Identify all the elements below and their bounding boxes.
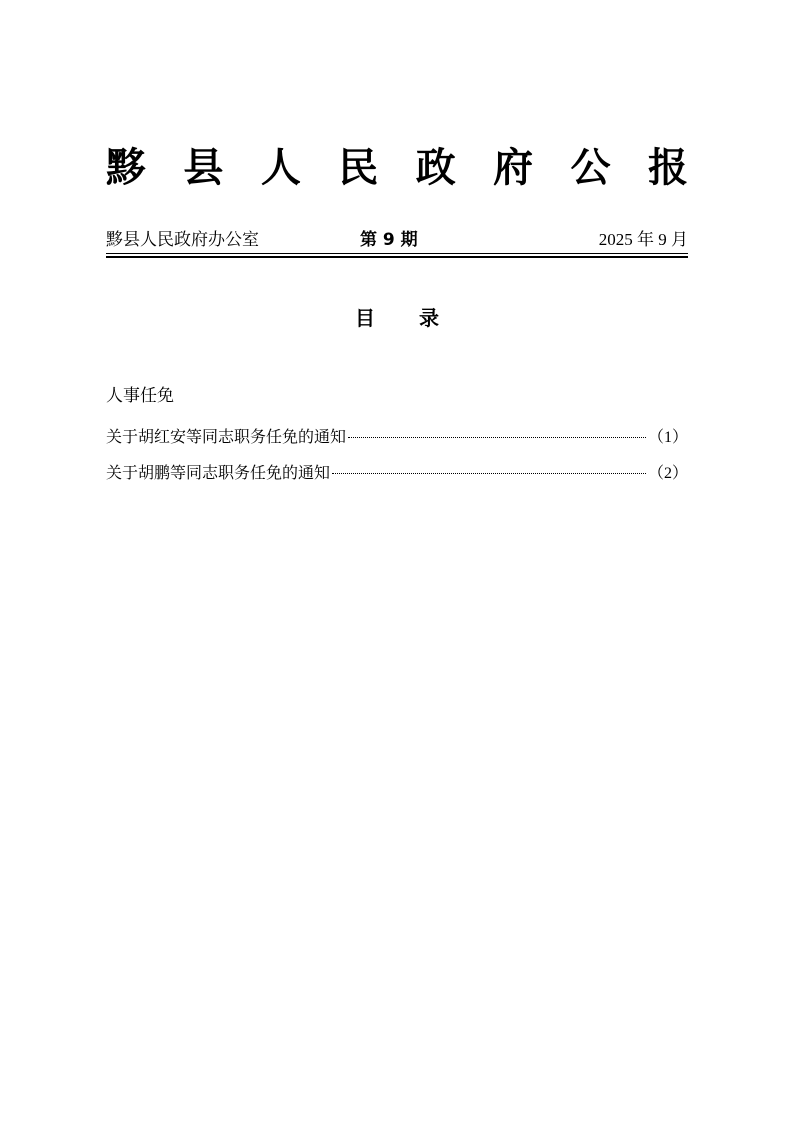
- masthead-char: 人: [260, 144, 301, 191]
- masthead-char: 县: [183, 144, 224, 191]
- header-rule-thick: [106, 256, 688, 258]
- masthead-char: 府: [493, 144, 534, 191]
- toc-item-title: 关于胡红安等同志职务任免的通知: [106, 427, 347, 446]
- header-rule-thin: [106, 253, 688, 254]
- masthead-char: 政: [415, 144, 456, 191]
- toc-list: [106, 425, 688, 497]
- toc-leader-dots: [332, 473, 646, 474]
- masthead-char: 报: [647, 144, 688, 191]
- toc-section-heading: 人事任免: [106, 386, 174, 406]
- issue-info-row: [106, 228, 688, 252]
- toc-item-page: （2）: [647, 465, 688, 482]
- toc-item-title: 关于胡鹏等同志职务任免的通知: [106, 463, 331, 482]
- toc-item[interactable]: [106, 425, 688, 449]
- toc-title: 目录: [355, 306, 483, 330]
- masthead-title: [106, 140, 688, 196]
- masthead-char: 公: [570, 144, 611, 191]
- toc-item[interactable]: [106, 461, 688, 485]
- toc-leader-dots: [348, 437, 646, 438]
- masthead-char: 民: [338, 144, 379, 191]
- issuer-name: 黟县人民政府办公室: [106, 230, 259, 250]
- toc-item-page: （1）: [647, 429, 688, 446]
- issue-date: 2025 年 9 月: [598, 230, 688, 249]
- masthead-char: 黟: [106, 144, 146, 191]
- issue-number: 第 9 期: [360, 230, 418, 250]
